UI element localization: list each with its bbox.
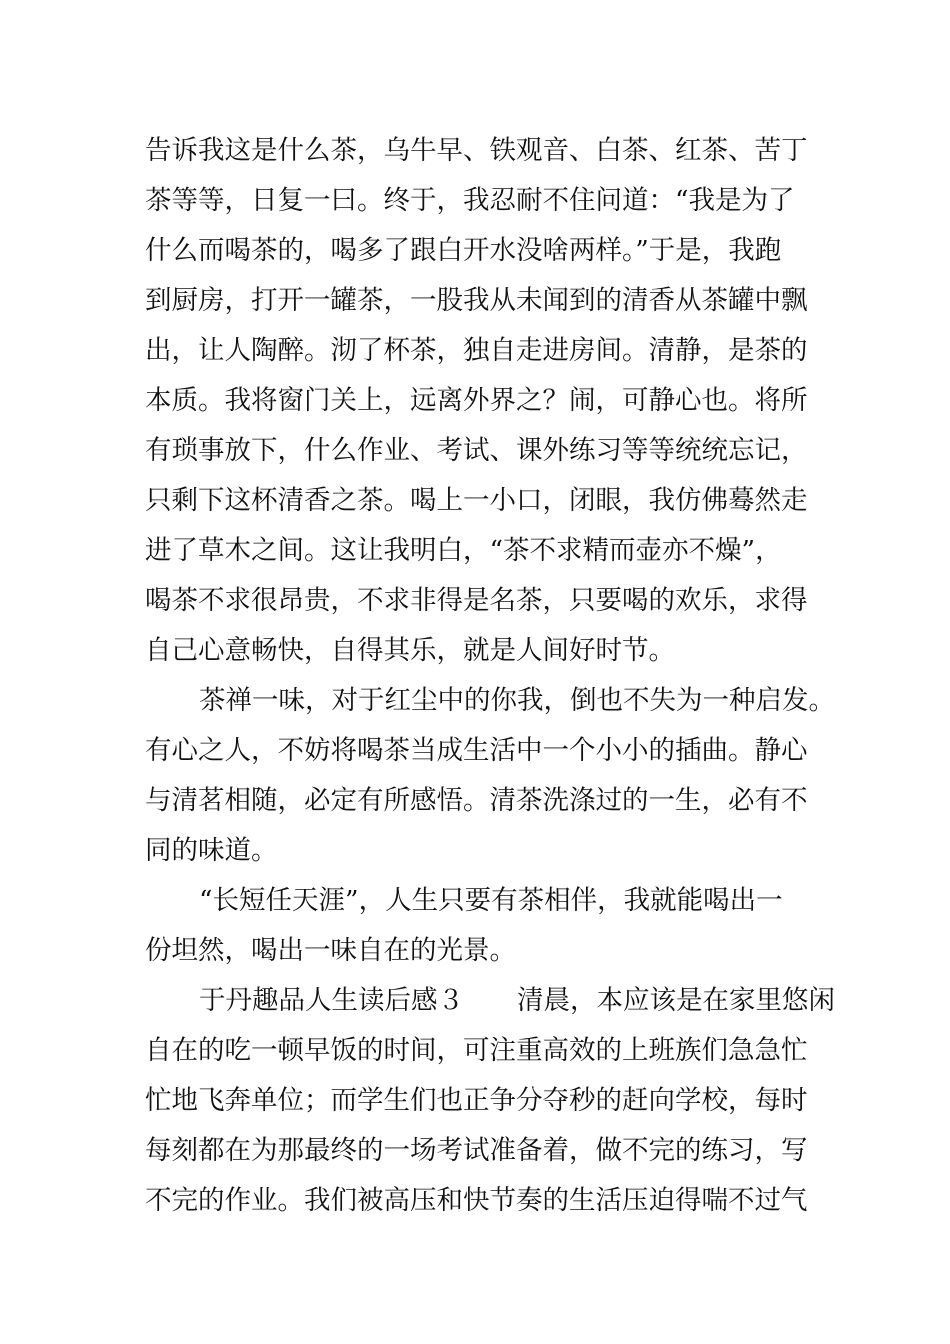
text-line: 忙地飞奔单位；而学生们也正争分夺秒的赶向学校，每时 — [145, 1085, 808, 1116]
text-line: 同的味道。 — [145, 835, 278, 866]
text-line: 喝茶不求很昂贵，不求非得是名茶，只要喝的欢乐，求得 — [145, 585, 808, 616]
paragraph-start-line: 于丹趣品人生读后感３ 清晨，本应该是在家里悠闲 — [199, 985, 835, 1016]
paragraph-start-line: 茶禅一味，对于红尘中的你我，倒也不失为一种启发。 — [199, 685, 835, 716]
text-line: 告诉我这是什么茶，乌牛早、铁观音、白茶、红茶、苦丁 — [145, 135, 808, 166]
text-line: 进了草木之间。这让我明白，“茶不求精而壶亦不燥”， — [145, 535, 782, 566]
text-line: 出，让人陶醉。沏了杯茶，独自走进房间。清静，是茶的 — [145, 335, 808, 366]
text-line: 茶等等，日复一曰。终于，我忍耐不住问道：“我是为了 — [145, 185, 795, 216]
text-line: 自己心意畅快，自得其乐，就是人间好时节。 — [145, 635, 675, 666]
text-line: 到厨房，打开一罐茶，一股我从未闻到的清香从茶罐中飘 — [145, 285, 808, 316]
document-body — [145, 126, 845, 1226]
text-line: 不完的作业。我们被高压和快节奏的生活压迫得喘不过气 — [145, 1185, 808, 1216]
text-line: 什么而喝茶的，喝多了跟白开水没啥两样。”于是，我跑 — [145, 235, 782, 266]
text-line: 与清茗相随，必定有所感悟。清茶洗涤过的一生，必有不 — [145, 785, 808, 816]
text-line: 本质。我将窗门关上，远离外界之？闹，可静心也。将所 — [145, 385, 808, 416]
text-line: 每刻都在为那最终的一场考试准备着，做不完的练习，写 — [145, 1135, 808, 1166]
text-line: 份坦然，喝出一味自在的光景。 — [145, 935, 516, 966]
text-line: 只剩下这杯清香之茶。喝上一小口，闭眼，我仿佛蓦然走 — [145, 485, 808, 516]
text-line: 有心之人，不妨将喝茶当成生活中一个小小的插曲。静心 — [145, 735, 808, 766]
text-line: 自在的吃一顿早饭的时间，可注重高效的上班族们急急忙 — [145, 1035, 808, 1066]
paragraph-start-line: “长短任天涯”，人生只要有茶相伴，我就能喝出一 — [199, 885, 783, 916]
text-line: 有琐事放下，什么作业、考试、课外练习等等统统忘记， — [145, 435, 808, 466]
